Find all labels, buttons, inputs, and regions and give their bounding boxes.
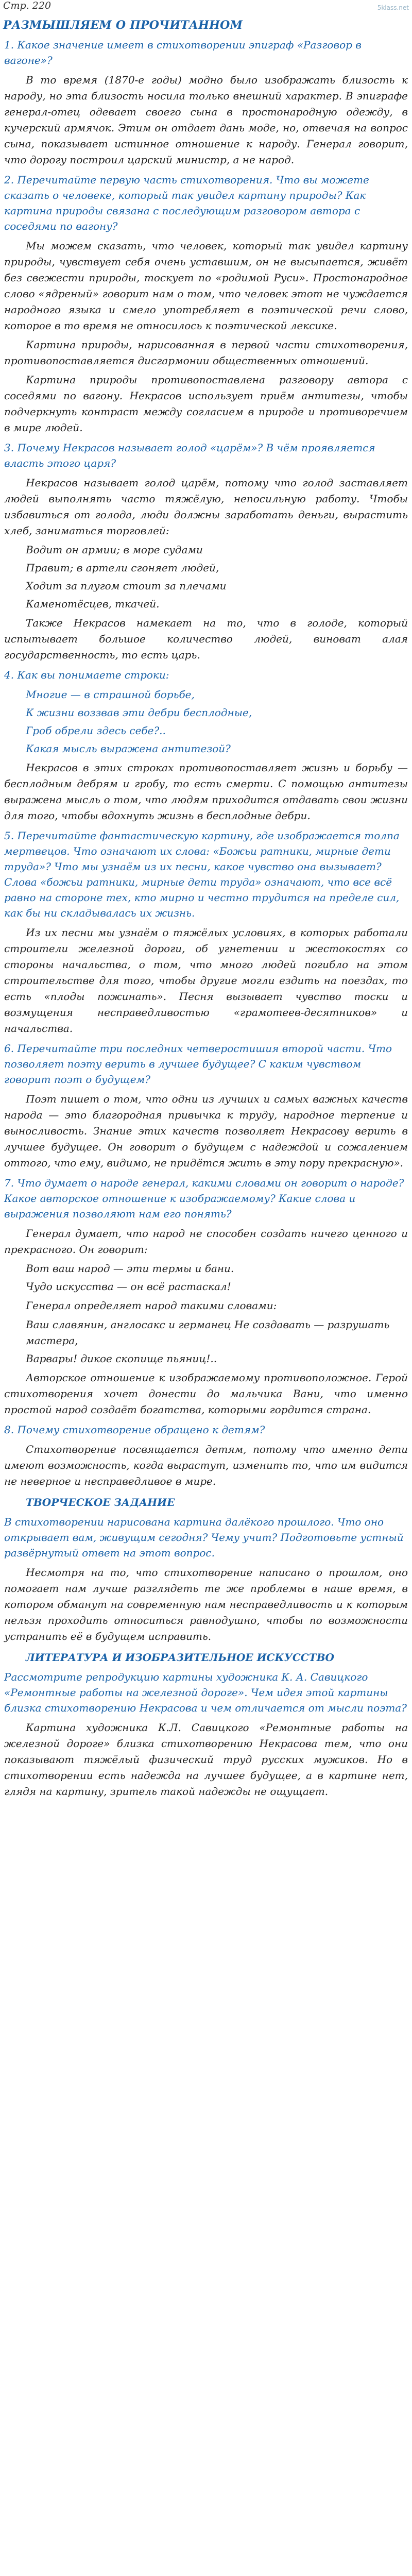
question: 1. Какое значение имеет в стихотворении эпиграф «Разговор в вагоне»? xyxy=(4,39,362,66)
verse-line: Варвары! дикое скопище пьяниц!.. xyxy=(26,1352,217,1365)
verse-line: Водит он армии; в море судами xyxy=(26,544,203,556)
site-logo: 5klass.net xyxy=(377,4,409,11)
verse-line: Ваш славянин, англосакс и германец Не создавать — разрушать мастера, xyxy=(26,1318,390,1347)
answer-paragraph: Поэт пишет о том, что одни из лучших и самых важных качеств народа — это благородная привычка к труду, народное терпение и выносливость. Знание этих качеств позволяет Некрасову верить в лучшее будущее. Он говорит о будущем с надеждой и сожалением оттого, что ему, видимо, не придётся жить в эту пору прекрасную». xyxy=(4,1093,408,1169)
page-label: Стр. 220 xyxy=(3,0,52,11)
answer-paragraph: Мы можем сказать, что человек, который так увидел картину природы, чувствует себя очень уставшим, он не высыпается, живёт без свежести природы, тоскует по «родимой Руси». Простонародное слово «ядреный» говорит нам о том, что человек этот не чуждается народного языка и смело употребляет в поэтической речи слово, которое в то время не относилось к поэтической лексике. xyxy=(4,240,408,332)
question: 5. Перечитайте фантастическую картину, где изображается толпа мертвецов. Что означают их слова: «Божьи ратники, мирные дети труда»? Что мы узнаём из их песни, какое чувство она вызывает? Слова «божьи ратники, мирные дети труда» означают, что все всё равно на стороне тех, кто мирно и честно трудится на пределе сил, как бы ни складывалась их жизнь. xyxy=(4,829,400,919)
question: 6. Перечитайте три последних четверостишия второй части. Что позволяет поэту верить в лучшее будущее? С каким чувством говорит поэт о будущем? xyxy=(4,1042,392,1086)
answer-paragraph: В то время (1870-е годы) модно было изображать близость к народу, но эта близость носила только внешний характер. В эпиграфе генерал-отец одевает своего сына в простонародную одежду, в кучерский армячок. Этим он отдает дань моде, но, отвечая на вопрос сына, показывает истинное отношение к народу. Генерал говорит, что дорогу построил царский министр, а не народ. xyxy=(4,74,408,166)
question: 7. Что думает о народе генерал, какими словами он говорит о народе? Какое авторское отношение к изображаемому? Какие слова и выражения позволяют нам его понять? xyxy=(4,1177,404,1220)
question: 4. Как вы понимаете строки: xyxy=(4,669,169,681)
question: 8. Почему стихотворение обращено к детям? xyxy=(4,1423,265,1436)
answer-paragraph: Также Некрасов намекает на то, что в голоде, который испытывает большое количество людей, виноват алая государственность, то есть царь. xyxy=(4,617,408,661)
verse-line-question: Какая мысль выражена антитезой? xyxy=(26,742,231,755)
content xyxy=(0,37,412,1800)
question: Рассмотрите репродукцию картины художника К. А. Савицкого «Ремонтные работы на железной дороге». Чем идея этой картины близка стихотворению Некрасова и чем отличается от мысли поэта? xyxy=(4,1671,407,1714)
answer-paragraph: Генерал думает, что народ не способен создать ничего ценного и прекрасного. Он говорит: xyxy=(4,1227,408,1256)
answer-paragraph: Генерал определяет народ такими словами: xyxy=(26,1299,277,1312)
answer-paragraph: Из их песни мы узнаём о тяжёлых условиях, в которых работали строители железной дороги, об угнетении и жестокостях со стороны начальства, о том, что много людей погибло на этом строительстве для того, чтобы другие могли ездить на поездах, то есть «плоды пожинать». Песня вызывает чувство тоски и возмущения несправедливостью «грамотеев-десятников» и начальства. xyxy=(4,926,408,1035)
answer-paragraph: Картина природы, нарисованная в первой части стихотворения, противопоставляется дисгармонии общественных отношений. xyxy=(4,338,408,367)
section-title: РАЗМЫШЛЯЕМ О ПРОЧИТАННОМ xyxy=(3,19,243,32)
question: 2. Перечитайте первую часть стихотворения. Что вы можете сказать о человеке, который так увидел картину природы? Как картина природы связана с последующим разговором автора с соседями по вагону? xyxy=(4,174,369,232)
answer-paragraph: Некрасов в этих строках противопоставляет жизнь и борьбу — бесплодным дебрям и гробу, то есть смерти. С помощью антитезы выражена мысль о том, что людям приходится отдавать свои жизни для того, чтобы вдохнуть жизнь в бесплодные дебри. xyxy=(4,761,408,822)
question: В стихотворении нарисована картина далёкого прошлого. Что оно открывает вам, живущим сегодня? Чему учит? Подготовьте устный развёрнутый ответ на этот вопрос. xyxy=(4,1516,404,1559)
answer-paragraph: Авторское отношение к изображаемому противоположное. Герой стихотворения хочет донести до мальчика Вани, что именно простой народ создаёт богатства, которыми гордится страна. xyxy=(4,1371,408,1416)
verse-line: Правит; в артели сгоняет людей, xyxy=(26,562,219,574)
verse-line: Вот ваш народ — эти термы и бани. xyxy=(26,1262,234,1275)
subsection-title: ТВОРЧЕСКОЕ ЗАДАНИЕ xyxy=(26,1496,175,1509)
answer-paragraph: Некрасов называет голод царём, потому что голод заставляет людей выполнять часто тяжёлую, непосильную работу. Чтобы избавиться от голода, люди должны заработать деньги, вырастить хлеб, заниматься торговлей: xyxy=(4,477,408,537)
verse-line-question: Гроб обрели здесь себе?.. xyxy=(26,724,166,737)
subsection-title: ЛИТЕРАТУРА И ИЗОБРАЗИТЕЛЬНОЕ ИСКУССТВО xyxy=(26,1651,334,1664)
answer-paragraph: Картина художника К.Л. Савицкого «Ремонтные работы на железной дороге» близка стихотворению Некрасова тем, что они показывают тяжёлый физический труд русских мужиков. Но в стихотворении есть надежда на лучшее будущее, а в картине нет, глядя на картину, зритель такой надежды не ощущает. xyxy=(4,1721,408,1798)
verse-line: Чудо искусства — он всё растаскал! xyxy=(26,1280,231,1293)
answer-paragraph: Стихотворение посвящается детям, потому что именно дети имеют возможность, когда вырастут, изменить то, что им видится не неверное и несправедливое в мире. xyxy=(4,1443,408,1487)
verse-line: Ходит за плугом стоит за плечами xyxy=(26,580,227,592)
answer-paragraph: Несмотря на то, что стихотворение написано о прошлом, оно помогает нам лучше разглядеть те же проблемы в наше время, в котором обманут на современную нам несправедливость и к которым нельзя проходить относиться равнодушно, чтобы по возможности устранить её в будущем исправить. xyxy=(4,1566,408,1642)
verse-line-question: К жизни воззвав эти дебри бесплодные, xyxy=(26,706,252,719)
verse-line: Каменотёсцев, ткачей. xyxy=(26,598,160,610)
question: 3. Почему Некрасов называет голод «царём»? В чём проявляется власть этого царя? xyxy=(4,442,375,469)
verse-line-question: Многие — в страшной борьбе, xyxy=(26,688,195,701)
answer-paragraph: Картина природы противопоставлена разговору автора с соседями по вагону. Некрасов использует приём антитезы, чтобы подчеркнуть контраст между согласием в природе и противоречием в мире людей. xyxy=(4,374,408,434)
